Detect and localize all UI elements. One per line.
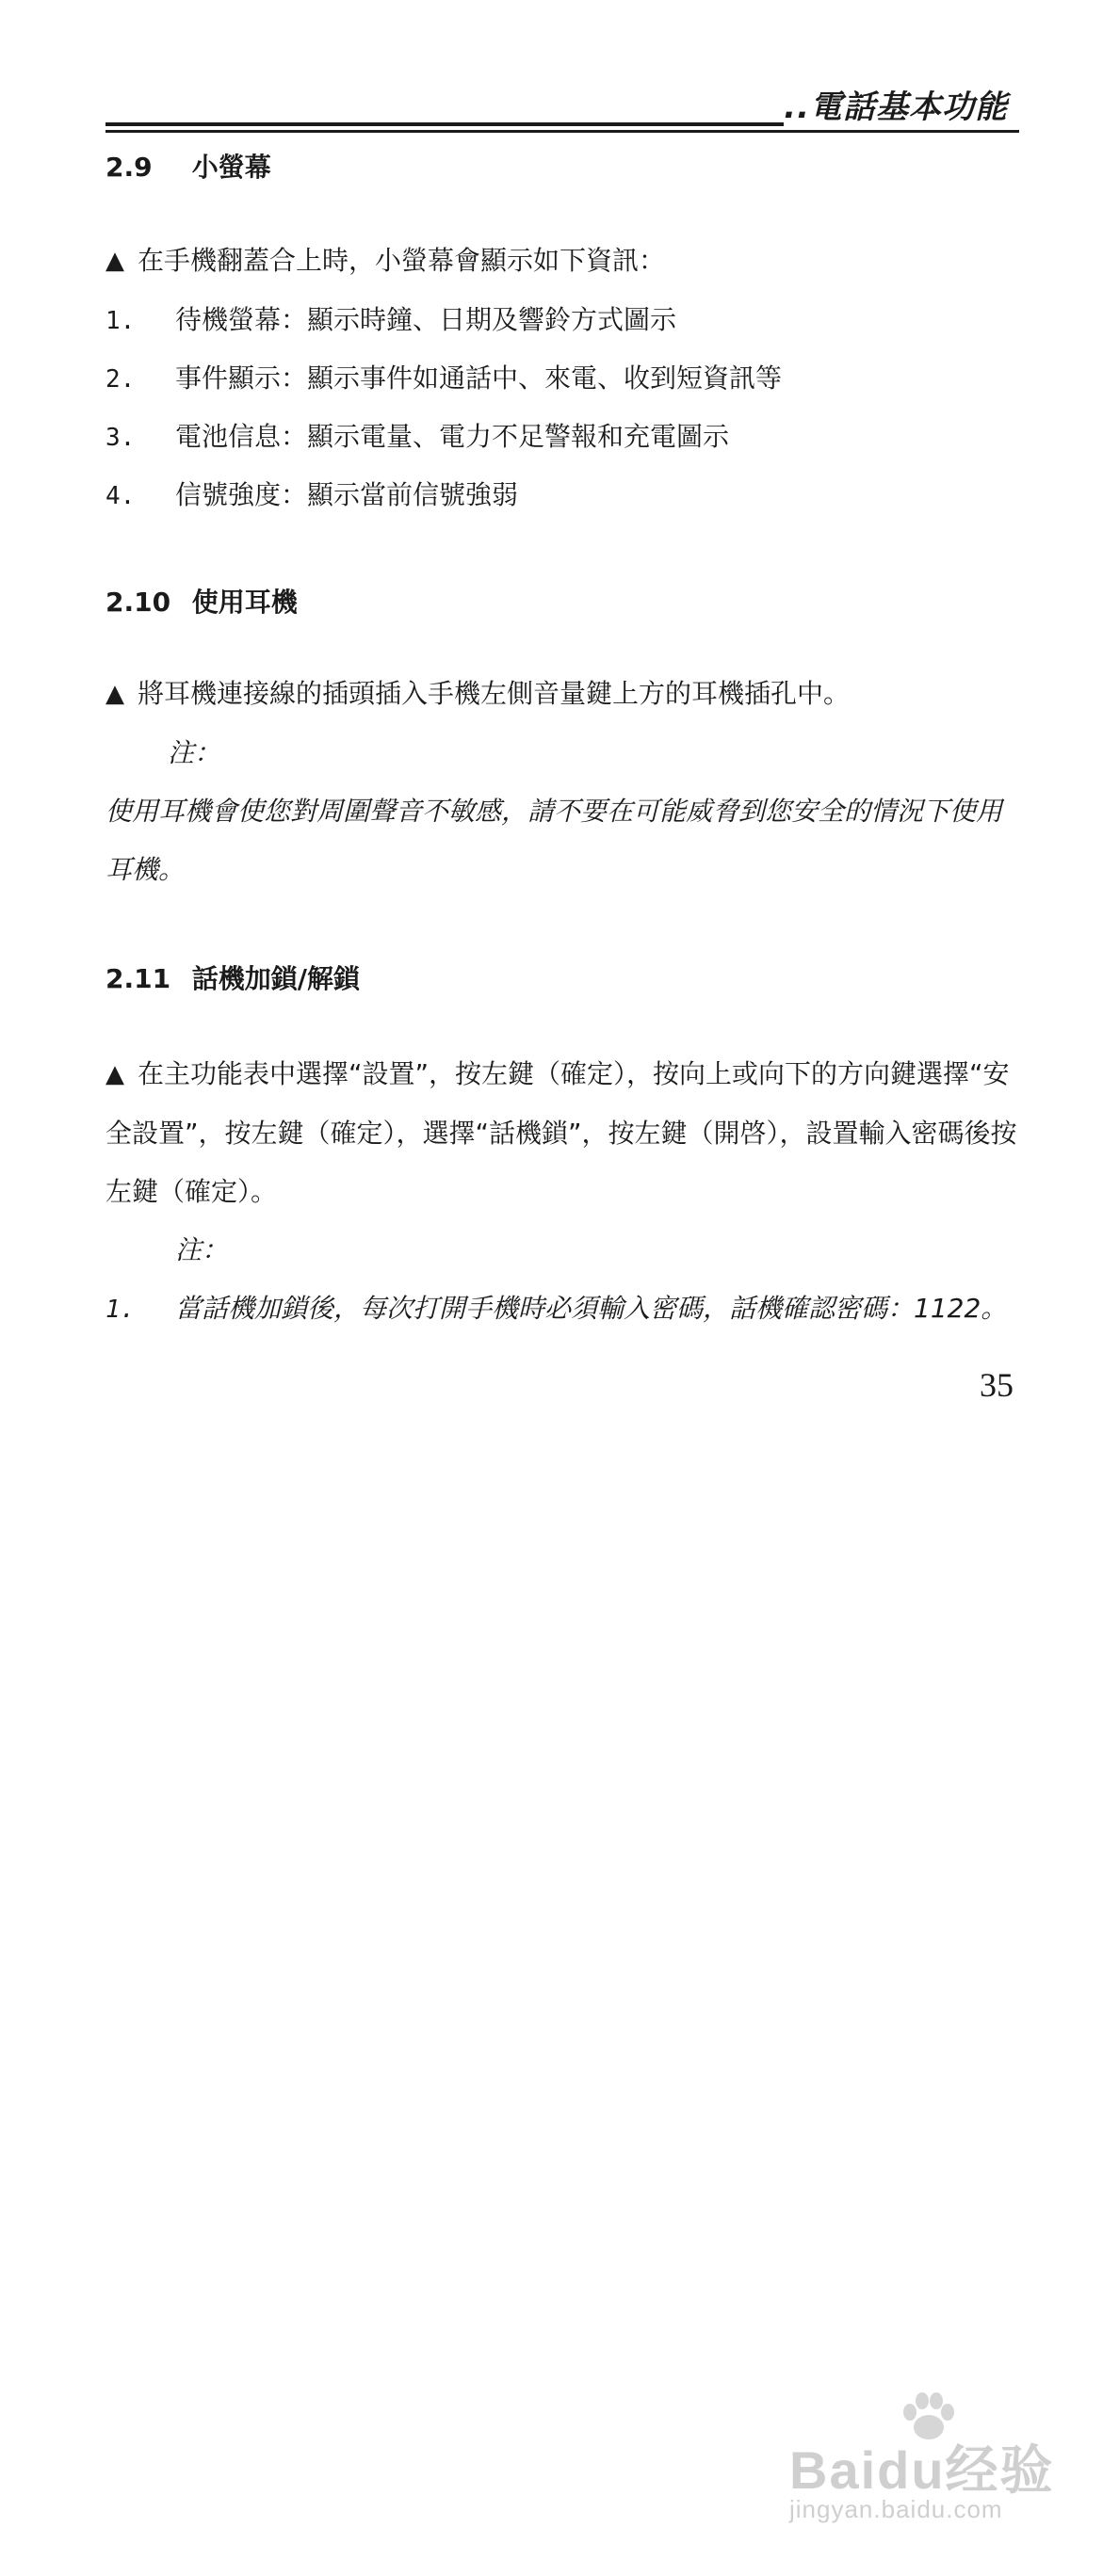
section-title: 小螢幕 (191, 152, 271, 183)
watermark (789, 2390, 1072, 2531)
list-text: 信號強度：顯示當前信號強弱 (175, 479, 519, 510)
list-text: 當話機加鎖後，每次打開手機時必須輸入密碼，話機確認密碼：1122。 (175, 1293, 1008, 1324)
section-2-10-body (105, 665, 1024, 899)
list-index: 1. (105, 307, 136, 335)
list-text: 電池信息：顯示電量、電力不足警報和充電圖示 (175, 421, 730, 452)
header-rule-thin (105, 130, 1019, 133)
watermark-url: jingyan.baidu.com (789, 2495, 1003, 2523)
note-label: 注： (168, 737, 221, 768)
list-index: 1. (105, 1296, 136, 1324)
section-title: 話機加鎖/解鎖 (191, 963, 360, 994)
section-2-9-heading (105, 147, 1024, 185)
section-number: 2.9 (105, 152, 153, 183)
triangle-bullet-icon: ▲ (105, 247, 124, 275)
section-2-9-body (105, 232, 1024, 524)
section-intro-text: 在手機翻蓋合上時，小螢幕會顯示如下資訊： (138, 245, 666, 276)
section-number: 2.11 (105, 963, 171, 994)
section-intro-text: 將耳機連接線的插頭插入手機左側音量鍵上方的耳機插孔中。 (138, 678, 851, 709)
note-list-item (105, 1280, 1024, 1338)
list-text: 待機螢幕：顯示時鐘、日期及響鈴方式圖示 (175, 304, 677, 335)
running-header (105, 75, 1019, 137)
watermark-logo: Baidu经验 (789, 2440, 1055, 2500)
section-title: 使用耳機 (191, 587, 298, 618)
triangle-bullet-icon: ▲ (105, 680, 124, 708)
section-intro (105, 665, 1024, 724)
list-item (105, 349, 1024, 408)
section-2-11-heading (105, 958, 1024, 996)
section-intro (105, 232, 1024, 291)
note-text: 使用耳機會使您對周圍聲音不敏感，請不要在可能威脅到您安全的情況下使用耳機。 (105, 796, 1003, 885)
list-index: 2. (105, 365, 136, 394)
section-number: 2.10 (105, 587, 171, 618)
section-2-10-heading (105, 582, 1024, 620)
section-intro (105, 1045, 1024, 1221)
list-item (105, 291, 1024, 349)
section-intro-text: 在主功能表中選擇“設置”，按左鍵（確定），按向上或向下的方向鍵選擇“安全設置”，按左鍵（確定），選擇“話機鎖”，按左鍵（開啓），設置輸入密碼後按左鍵（確定）。 (105, 1058, 1017, 1207)
section-2-11-body (105, 1045, 1024, 1338)
note-label: 注： (175, 1234, 229, 1265)
triangle-bullet-icon: ▲ (105, 1060, 124, 1088)
list-index: 3. (105, 424, 136, 452)
list-item (105, 408, 1024, 466)
list-text: 事件顯示：顯示事件如通話中、來電、收到短資訊等 (175, 362, 783, 394)
header-title: ..電話基本功能 (784, 89, 1008, 126)
page-number: 35 (980, 1366, 1014, 1404)
list-item (105, 466, 1024, 524)
list-index: 4. (105, 482, 136, 510)
header-rule-thick (105, 122, 784, 126)
